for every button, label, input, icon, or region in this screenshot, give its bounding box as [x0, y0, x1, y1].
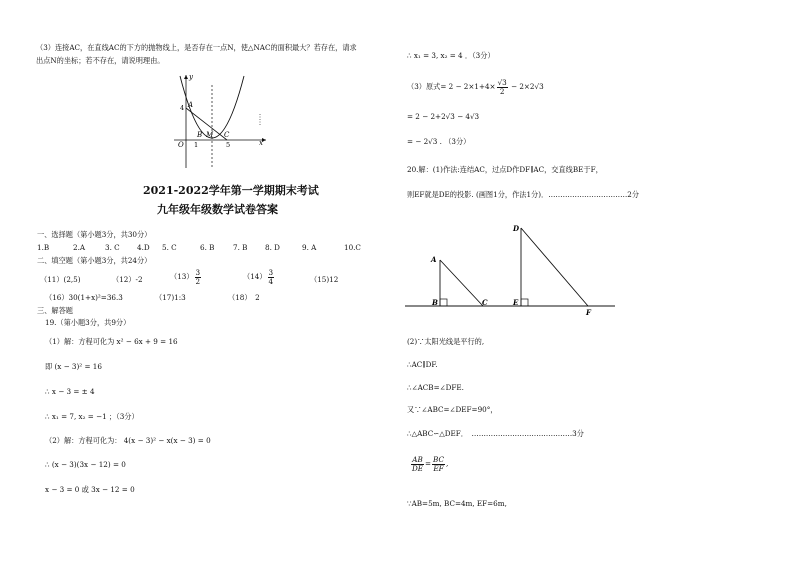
- fig-label-d: D: [513, 224, 520, 233]
- q3-text-line1: （3）连接AC，在直线AC的下方的抛物线上，是否存在一点N，使△NAC的面积最大？若存在，请求: [36, 43, 357, 52]
- q19-step-3: ∴ x − 3 = ± 4: [45, 387, 95, 396]
- q19-step-1: （1）解：方程可化为 x² − 6x + 9 = 16: [45, 337, 178, 346]
- fig-label-e: E: [513, 298, 519, 307]
- graph-label-y: y: [189, 73, 193, 81]
- q20-method-line2: 则EF就是DE的投影. (画图1分，作法1分)．……………………………2分: [407, 190, 640, 199]
- fig-label-f: F: [586, 308, 591, 317]
- q20-given-values: ∵AB=5m, BC=4m, EF=6m,: [407, 499, 507, 508]
- fill-answer-15: （15)12: [310, 275, 339, 284]
- fill-answer-18: （18） 2: [228, 293, 260, 302]
- graph-label-5: 5: [226, 141, 231, 149]
- graph-label-c: C: [224, 131, 230, 139]
- q19-part3-result: = − 2√3 . （3分）: [407, 137, 471, 146]
- choice-answer: 3. C: [105, 243, 120, 252]
- q19-part3-line2: = 2 − 2+2√3 − 4√3: [407, 112, 480, 121]
- fill-answer-12: （12）-2: [112, 275, 143, 284]
- choice-answer: 1.B: [37, 243, 50, 252]
- q20-method-line1: 20.解：(1)作法:连结AC，过点D作DF∥AC，交直线BE于F，: [407, 165, 603, 174]
- fill-answer-16: （16）30(1+x)²=36.3: [45, 293, 123, 302]
- q3-text-line2: 出点N的坐标；若不存在，请说明理由。: [36, 56, 165, 65]
- q20-proof-line2: ∴AC∥DF.: [407, 360, 438, 369]
- choice-answer: 2.A: [73, 243, 86, 252]
- choice-answer: 9. A: [302, 243, 317, 252]
- q19-part3-line1: （3）原式= 2 − 2×1+4× $\frac{√3}{2}$ − 2×2√3: [407, 78, 544, 96]
- q20-proof-line4: 又∵∠ABC=∠DEF=90°，: [407, 405, 498, 414]
- q19-step-6: ∴ (x − 3)(3x − 12) = 0: [45, 460, 126, 469]
- section-2-heading: 二、填空题（第小题3分，共24分）: [37, 256, 152, 265]
- graph-label-a: A: [188, 101, 194, 109]
- q19-step-4: ∴ x₁ = 7, x₂ = −1 ；（3分）: [45, 412, 139, 421]
- graph-label-m: M: [206, 131, 214, 139]
- choice-answer: 8. D: [265, 243, 280, 252]
- q19-step-2: 即 (x − 3)² = 16: [45, 362, 102, 371]
- fig-label-b: B: [432, 298, 438, 307]
- fig-label-a: A: [431, 255, 437, 264]
- graph-label-4: 4: [180, 104, 185, 112]
- section-1-heading: 一、选择题（第小题3分，共30分）: [37, 230, 152, 239]
- section-3-heading: 三、解答题: [37, 306, 73, 315]
- graph-label-o: O: [178, 141, 184, 149]
- q19-result-2: ∴ x₁ = 3, x₂ = 4 ．（3分）: [407, 51, 495, 60]
- choice-answer: 7. B: [233, 243, 248, 252]
- q19-step-7: x − 3 = 0 或 3x − 12 = 0: [45, 485, 135, 494]
- choice-answer: 6. B: [200, 243, 215, 252]
- parabola-graph: [170, 70, 270, 170]
- choice-answer: 10.C: [344, 243, 361, 252]
- q20-ratio: $\frac{AB}{DE}$ = $\frac{BC}{EF}$ ,: [412, 455, 449, 473]
- choice-answer: 5. C: [162, 243, 177, 252]
- q20-proof-line3: ∴∠ACB=∠DFE.: [407, 383, 464, 392]
- fill-answer-14: （14） $\frac{3}{4}$: [243, 268, 274, 286]
- graph-label-b: B: [197, 131, 203, 139]
- fill-answer-11: （11）(2,5): [40, 275, 81, 284]
- graph-label-x: x: [259, 139, 263, 147]
- shadow-projection-figure: [400, 220, 620, 320]
- doc-title: 2021-2022学年第一学期期末考试: [143, 184, 319, 197]
- fig-label-c: C: [482, 298, 488, 307]
- graph-label-1: 1: [194, 141, 199, 149]
- doc-subtitle: 九年级年级数学试卷答案: [157, 203, 278, 216]
- choice-answer: 4.D: [137, 243, 150, 252]
- q19-heading: 19.（第小题3分，共9分）: [45, 318, 131, 327]
- fill-answer-13: （13） $\frac{3}{2}$: [170, 268, 201, 286]
- q19-step-5: （2）解：方程可化为： 4(x − 3)² − x(x − 3) = 0: [45, 436, 211, 445]
- q20-proof-line5: ∴△ABC∽△DEF． ……………………………………3分: [407, 429, 584, 438]
- q20-proof-line1: (2)∵太阳光线是平行的,: [407, 337, 485, 346]
- fill-answer-17: （17)1:3: [155, 293, 186, 302]
